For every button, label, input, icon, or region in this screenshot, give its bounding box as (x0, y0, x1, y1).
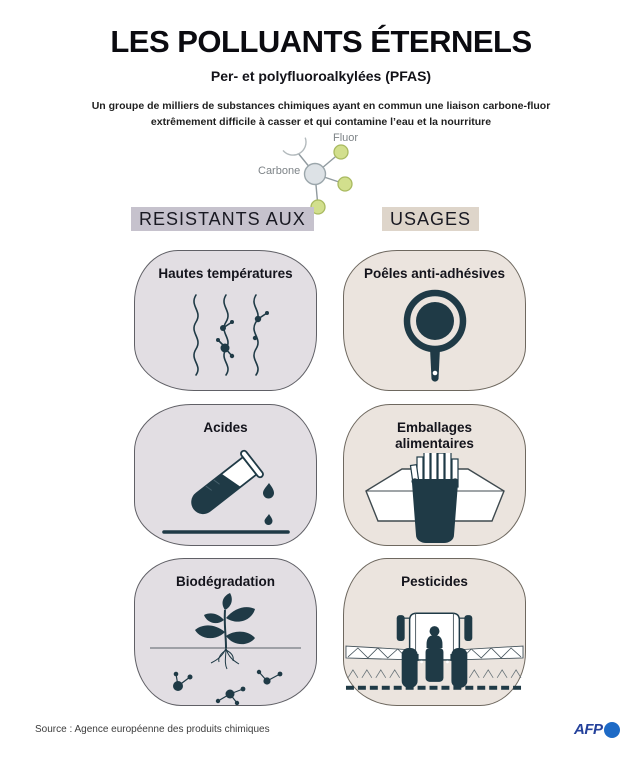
page-subtitle: Per- et polyfluoroalkylées (PFAS) (210, 67, 432, 84)
fluor-atom (334, 145, 348, 159)
fluor-label: Fluor (333, 132, 359, 144)
frying-pan-icon (375, 284, 495, 388)
carbon-atom-partial (283, 138, 306, 155)
carbon-atom (305, 164, 326, 185)
card-title: Poêles anti-adhésives (363, 266, 506, 281)
tractor-sprayer-icon (344, 598, 525, 698)
card-title: Acides (203, 420, 248, 435)
intro-description-line2: extrêmement difficile à casser et qui contamine l’eau et la nourriture (150, 115, 492, 128)
plant-roots-icon (148, 590, 303, 706)
afp-logo-text: AFP (574, 721, 603, 738)
afp-dot-icon (604, 722, 620, 738)
card-title: Emballages alimentaires (395, 420, 474, 452)
card-title: Pesticides (401, 574, 468, 589)
carbone-label: Carbone (258, 165, 301, 177)
card-acides (134, 404, 317, 546)
heat-waves-icon (176, 293, 276, 379)
fluor-atom (338, 177, 352, 191)
card-hautes-temperatures (134, 250, 317, 391)
test-tube-icon (156, 442, 296, 540)
page-title: LES POLLUANTS ÉTERNELS (110, 24, 532, 59)
afp-logo (574, 721, 620, 738)
card-pesticides (343, 558, 526, 706)
fries-box-icon (360, 453, 510, 545)
card-emballages-alimentaires (343, 404, 526, 546)
card-poeles-anti-adhesives (343, 250, 526, 391)
card-title: Hautes températures (158, 266, 293, 281)
source-note: Source : Agence européenne des produits chimiques (35, 724, 270, 735)
intro-description (86, 98, 556, 131)
column-header-resistants: RESISTANTS AUX (131, 207, 314, 231)
intro-description-line1: Un groupe de milliers de substances chimiques ayant en commun une liaison carbone-fluor (91, 99, 551, 112)
card-biodegradation (134, 558, 317, 706)
card-title: Biodégradation (175, 574, 275, 589)
header (0, 0, 642, 130)
column-header-usages: USAGES (382, 207, 479, 231)
